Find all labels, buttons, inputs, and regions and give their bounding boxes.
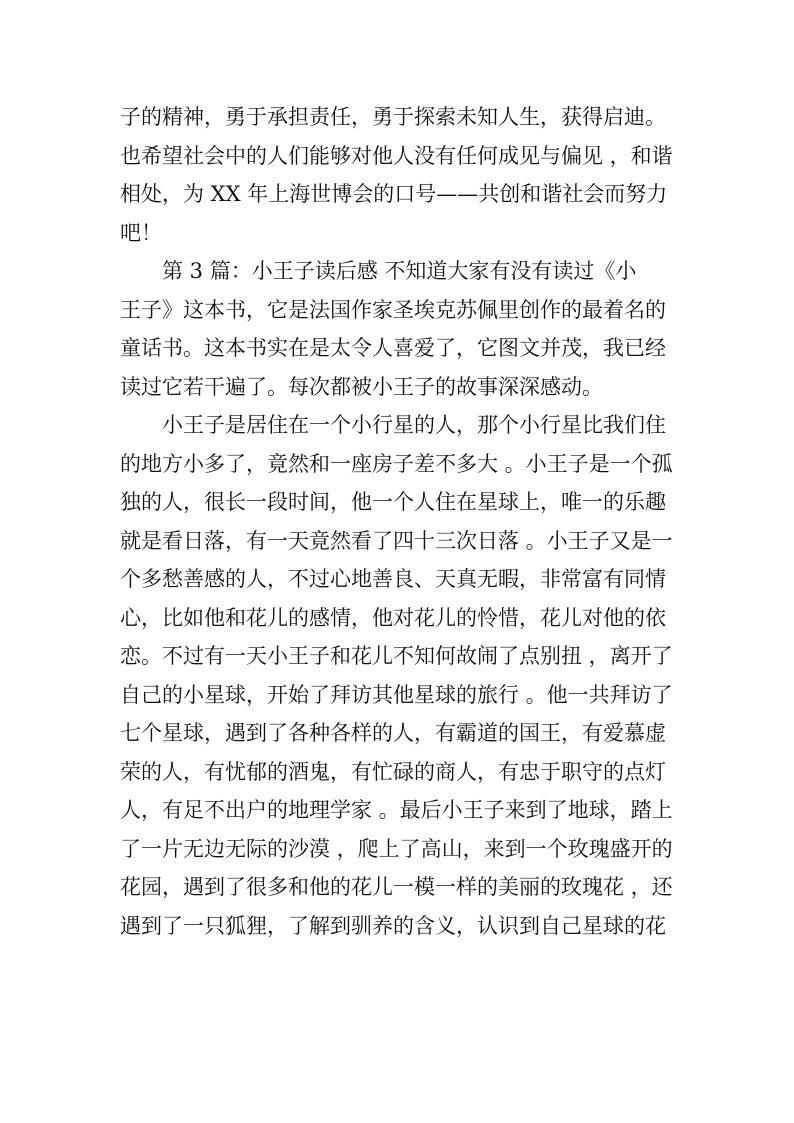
text-line: 心，比如他和花儿的感情，他对花儿的怜惜，花儿对他的依 bbox=[120, 605, 666, 630]
text-line: 遇到了一只狐狸，了解到驯养的含义，认识到自己星球的花 bbox=[120, 913, 666, 938]
text-line: 吧！ bbox=[120, 220, 162, 245]
text-line: 七个星球，遇到了各种各样的人，有霸道的国王，有爱慕虚 bbox=[120, 721, 666, 745]
text-line: 人，有足不出户的地理学家 。最后小王子来到了地球，踏上 bbox=[120, 798, 673, 822]
text-line: 花园，遇到了很多和他的花儿一模一样的美丽的玫瑰花 ，还 bbox=[120, 875, 673, 899]
text-line: 恋。不过有一天小王子和花儿不知何故闹了点别扭 ，离开了 bbox=[120, 644, 673, 668]
text-line: 荣的人，有忧郁的酒鬼，有忙碌的商人，有忠于职守的点灯 bbox=[120, 759, 666, 784]
text-line: 就是看日落，有一天竟然看了四十三次日落 。小王子又是一 bbox=[120, 528, 673, 553]
paragraph-article-3-intro bbox=[120, 252, 692, 406]
text-line: 子的精神，勇于承担责任，勇于探索未知人生，获得启迪。 bbox=[120, 105, 666, 129]
paragraph-closing-previous bbox=[120, 98, 692, 252]
text-line: 独的人，很长一段时间，他一个人住在星球上，唯一的乐趣 bbox=[120, 490, 666, 514]
text-line: 童话书。这本书实在是太令人喜爱了，它图文并茂，我已经 bbox=[120, 336, 666, 360]
text-line: 相处，为 XX 年上海世博会的口号——共创和谐社会而努力 bbox=[120, 182, 668, 206]
text-line: 也希望社会中的人们能够对他人没有任何成见与偏见 ，和谐 bbox=[120, 143, 673, 168]
text-line: 读过它若干遍了。每次都被小王子的故事深深感动。 bbox=[120, 374, 603, 399]
text-line: 自己的小星球，开始了拜访其他星球的旅行 。他一共拜访了 bbox=[120, 682, 673, 707]
paragraph-story-summary bbox=[120, 406, 692, 945]
text-line: 的地方小多了，竟然和一座房子差不多大 。小王子是一个孤 bbox=[120, 451, 673, 476]
text-line: 王子》这本书，它是法国作家圣埃克苏佩里创作的最着名的 bbox=[120, 297, 666, 322]
document-body bbox=[120, 98, 692, 945]
text-line: 第 3 篇：小王子读后感 不知道大家有没有读过《小 bbox=[162, 259, 637, 283]
text-line: 了一片无边无际的沙漠 ，爬上了高山，来到一个玫瑰盛开的 bbox=[120, 836, 673, 861]
text-line: 个多愁善感的人，不过心地善良、天真无暇，非常富有同情 bbox=[120, 567, 666, 591]
text-line: 小王子是居住在一个小行星的人，那个小行星比我们住 bbox=[162, 413, 666, 437]
